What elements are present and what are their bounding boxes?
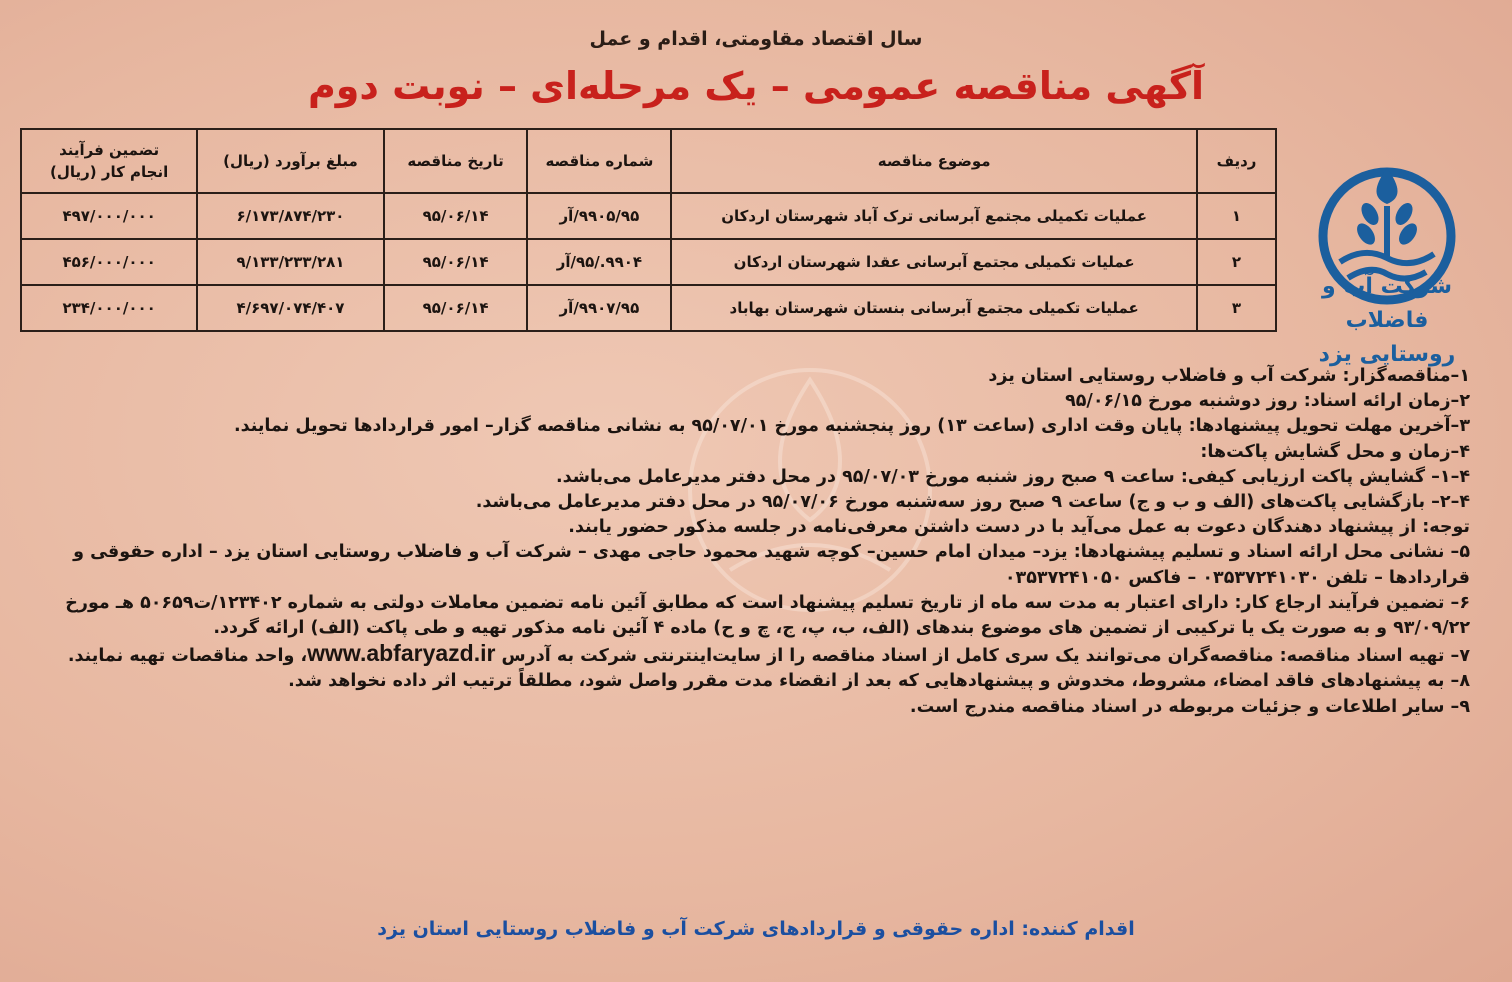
slogan-line: سال اقتصاد مقاومتی، اقدام و عمل bbox=[589, 28, 923, 50]
item-invalid-bids: ۸– به پیشنهادهای فاقد امضاء، مشروط، مخدوش و پیشنهادهایی که بعد از انقضاء مدت مقرر واصل شود، مطلقاً ترتیب اثر داده نخواهد شد. bbox=[288, 671, 1470, 692]
item-quality-envelope-opening: ۴–۱– گشایش پاکت ارزیابی کیفی: ساعت ۹ صبح روز شنبه مورخ ۹۵/۰۷/۰۳ در محل دفتر مدیرعامل می‌باشد. bbox=[555, 466, 1470, 487]
cell-row-number: ۳ bbox=[1197, 285, 1276, 331]
cell-subject: عملیات تکمیلی مجتمع آبرسانی بنستان شهرستان بهاباد bbox=[671, 285, 1197, 331]
header-subject: موضوع مناقصه bbox=[671, 129, 1197, 193]
item-envelopes-opening: ۴–۲– بازگشایی پاکت‌های (الف و ب و ج) ساعت ۹ صبح روز سه‌شنبه مورخ ۹۵/۰۷/۰۶ در محل دفتر مدیرعامل می‌باشد. bbox=[475, 492, 1470, 513]
cell-subject: عملیات تکمیلی مجتمع آبرسانی عقدا شهرستان اردکان bbox=[671, 239, 1197, 285]
issuer-footer: اقدام کننده: اداره حقوقی و قراردادهای شرکت آب و فاضلاب روستایی استان یزد bbox=[377, 918, 1135, 940]
table-row bbox=[21, 239, 1276, 285]
wheat-icon bbox=[1353, 200, 1420, 256]
tenders-table bbox=[20, 128, 1277, 332]
header-bond bbox=[21, 129, 197, 193]
header-tender-date: تاریخ مناقصه bbox=[384, 129, 528, 193]
cell-tender-date: ۹۵/۰۶/۱۴ bbox=[384, 285, 528, 331]
cell-row-number: ۲ bbox=[1197, 239, 1276, 285]
cell-tender-date: ۹۵/۰۶/۱۴ bbox=[384, 239, 528, 285]
header-tender-number: شماره مناقصه bbox=[527, 129, 671, 193]
cell-estimate: ۹/۱۳۳/۲۳۳/۲۸۱ bbox=[197, 239, 383, 285]
item-note: توجه: از پیشنهاد دهندگان دعوت به عمل می‌آید با در دست داشتن معرفی‌نامه در جلسه مذکور حضور یابند. bbox=[568, 517, 1470, 538]
item-documents-download bbox=[30, 641, 1470, 669]
cell-subject: عملیات تکمیلی مجتمع آبرسانی ترک آباد شهرستان اردکان bbox=[671, 193, 1197, 239]
item-documents-text-end: ، واحد مناقصات تهیه نمایند. bbox=[67, 646, 308, 667]
cell-estimate: ۶/۱۷۳/۸۷۴/۲۳۰ bbox=[197, 193, 383, 239]
table-row bbox=[21, 193, 1276, 239]
company-name bbox=[1280, 270, 1494, 372]
table-row bbox=[21, 285, 1276, 331]
cell-bond: ۴۵۶/۰۰۰/۰۰۰ bbox=[21, 239, 197, 285]
company-name-line2: روستایی یزد bbox=[1318, 342, 1456, 367]
header-row-number: ردیف bbox=[1197, 129, 1276, 193]
cell-tender-number: ۹۹۰۴./۹۵/آر bbox=[527, 239, 671, 285]
cell-tender-date: ۹۵/۰۶/۱۴ bbox=[384, 193, 528, 239]
cell-tender-number: ۹۹۰۷/۹۵/آر bbox=[527, 285, 671, 331]
item-address: ۵– نشانی محل ارائه اسناد و تسلیم پیشنهادها: یزد– میدان امام حسین– کوچه شهید محمود حاجی مهدی – شرکت آب و فاضلاب روستایی استان یزد – اداره حقوقی و قراردادها – تلفن ۰۳۵۳۷۲۴۱۰۳۰ – فاکس ۰۳۵۳۷۲۴۱۰۵۰ bbox=[73, 542, 1470, 588]
cell-bond: ۲۳۴/۰۰۰/۰۰۰ bbox=[21, 285, 197, 331]
item-document-date: ۲–زمان ارائه اسناد: روز دوشنبه مورخ ۹۵/۰۶/۱۵ bbox=[1065, 391, 1470, 412]
item-bond-details: ۶– تضمین فرآیند ارجاع کار: دارای اعتبار به مدت سه ماه از تاریخ تسلیم پیشنهاد است که مطابق آئین نامه تضمین معاملات دولتی به شماره ۱۲۳۴۰۲/ت۵۰۶۵۹ هـ مورخ ۹۳/۰۹/۲۲ و به صورت یک یا ترکیبی از تضمین های موضوع بندهای (الف، ب، پ، ج، چ و ح) ماده ۴ آئین نامه مذکور تهیه و طی پاکت (الف) ارائه گردد. bbox=[65, 592, 1470, 639]
item-documents-text: ۷– تهیه اسناد مناقصه: مناقصه‌گران می‌توانند یک سری کامل از اسناد مناقصه را از سایت‌اینترنتی شرکت به آدرس bbox=[501, 646, 1470, 667]
cell-bond: ۴۹۷/۰۰۰/۰۰۰ bbox=[21, 193, 197, 239]
company-name-line1: شرکت آب و فاضلاب bbox=[1321, 274, 1453, 333]
header-bond-line1: تضمین فرآیند bbox=[59, 141, 160, 159]
notice-body bbox=[30, 364, 1470, 720]
item-submission-deadline: ۳–آخرین مهلت تحویل پیشنهادها: پایان وقت اداری (ساعت ۱۳) روز پنجشنبه مورخ ۹۵/۰۷/۰۱ به نشانی مناقصه گزار– امور قراردادها تحویل نمایند. bbox=[233, 416, 1470, 437]
header-bond-line2: انجام کار (ریال) bbox=[50, 163, 169, 181]
item-tender-organizer: ۱–مناقصه‌گزار: شرکت آب و فاضلاب روستایی استان یزد bbox=[988, 366, 1470, 386]
notice-headline: آگهی مناقصه عمومی – یک مرحله‌ای – نوبت دوم bbox=[307, 64, 1205, 108]
table-header-row bbox=[21, 129, 1276, 193]
header-estimate: مبلغ برآورد (ریال) bbox=[197, 129, 383, 193]
website-link[interactable]: www.abfaryazd.ir bbox=[307, 640, 496, 667]
item-opening-time-place: ۴–زمان و محل گشایش پاکت‌ها: bbox=[1200, 441, 1470, 462]
cell-tender-number: ۹۹۰۵/۹۵/آر bbox=[527, 193, 671, 239]
item-other-info: ۹– سایر اطلاعات و جزئیات مربوطه در اسناد مناقصه مندرج است. bbox=[909, 696, 1470, 717]
cell-row-number: ۱ bbox=[1197, 193, 1276, 239]
cell-estimate: ۴/۶۹۷/۰۷۴/۴۰۷ bbox=[197, 285, 383, 331]
